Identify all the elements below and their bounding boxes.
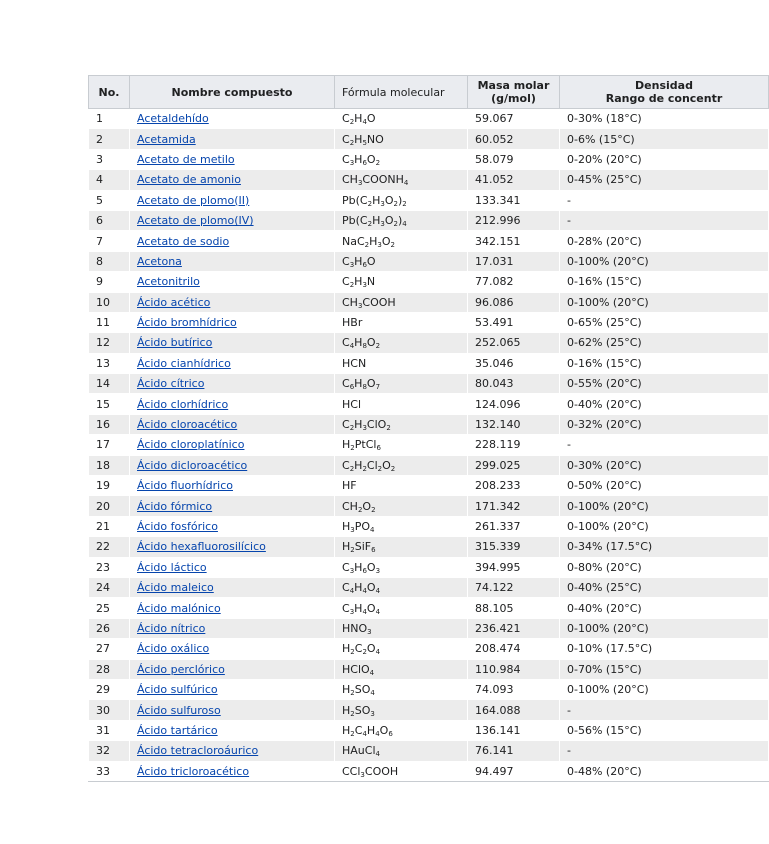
compound-link[interactable]: Acetaldehído bbox=[137, 112, 209, 126]
cell-no: 10 bbox=[89, 292, 130, 312]
cell-name bbox=[130, 639, 335, 659]
cell-density-range: - bbox=[560, 210, 769, 230]
cell-no: 1 bbox=[89, 109, 130, 129]
cell-density-range: 0-48% (20°C) bbox=[560, 761, 769, 781]
cell-formula: $C_3H_4O_4$ bbox=[335, 598, 468, 618]
table-row bbox=[89, 618, 769, 638]
cell-formula: HBr bbox=[335, 312, 468, 332]
cell-name bbox=[130, 374, 335, 394]
cell-density-range: 0-40% (20°C) bbox=[560, 598, 769, 618]
cell-no: 20 bbox=[89, 496, 130, 516]
table-row bbox=[89, 598, 769, 618]
cell-formula: $CH_2O_2$ bbox=[335, 496, 468, 516]
cell-name bbox=[130, 414, 335, 434]
table-row bbox=[89, 333, 769, 353]
cell-density-range: 0-40% (25°C) bbox=[560, 577, 769, 597]
cell-mass: 132.140 bbox=[468, 414, 560, 434]
cell-mass: 208.474 bbox=[468, 639, 560, 659]
cell-mass: 133.341 bbox=[468, 190, 560, 210]
compound-link[interactable]: Ácido sulfuroso bbox=[137, 703, 221, 717]
cell-mass: 212.996 bbox=[468, 210, 560, 230]
table-row bbox=[89, 129, 769, 149]
cell-name bbox=[130, 292, 335, 312]
table-row bbox=[89, 496, 769, 516]
cell-density-range: 0-20% (20°C) bbox=[560, 149, 769, 169]
cell-mass: 80.043 bbox=[468, 374, 560, 394]
table-row bbox=[89, 761, 769, 781]
compound-link[interactable]: Ácido sulfúrico bbox=[137, 683, 218, 697]
cell-name bbox=[130, 251, 335, 271]
cell-name bbox=[130, 272, 335, 292]
compound-link[interactable]: Ácido cianhídrico bbox=[137, 356, 231, 370]
cell-formula: $C_2H_4O$ bbox=[335, 109, 468, 129]
cell-formula: HCN bbox=[335, 353, 468, 373]
cell-mass: 59.067 bbox=[468, 109, 560, 129]
cell-mass: 74.093 bbox=[468, 679, 560, 699]
compound-link[interactable]: Acetato de plomo(II) bbox=[137, 193, 250, 207]
cell-formula: $H_2SiF_6$ bbox=[335, 537, 468, 557]
cell-no: 17 bbox=[89, 435, 130, 455]
cell-name bbox=[130, 190, 335, 210]
cell-mass: 171.342 bbox=[468, 496, 560, 516]
cell-density-range: 0-100% (20°C) bbox=[560, 679, 769, 699]
cell-density-range: - bbox=[560, 435, 769, 455]
header-formula: Fórmula molecular bbox=[335, 76, 468, 109]
compound-link[interactable]: Ácido maleico bbox=[137, 581, 214, 595]
table-row bbox=[89, 292, 769, 312]
cell-density-range: 0-55% (20°C) bbox=[560, 374, 769, 394]
cell-mass: 342.151 bbox=[468, 231, 560, 251]
compound-link[interactable]: Ácido fosfórico bbox=[137, 520, 218, 533]
table-row bbox=[89, 537, 769, 557]
cell-density-range: 0-56% (15°C) bbox=[560, 720, 769, 740]
compound-link[interactable]: Ácido cítrico bbox=[137, 377, 205, 391]
compound-link[interactable]: Ácido fluorhídrico bbox=[137, 479, 233, 493]
table-row bbox=[89, 353, 769, 373]
table-row bbox=[89, 700, 769, 720]
cell-no: 5 bbox=[89, 190, 130, 210]
cell-density-range: 0-16% (15°C) bbox=[560, 272, 769, 292]
cell-no: 11 bbox=[89, 312, 130, 332]
cell-density-range: 0-32% (20°C) bbox=[560, 414, 769, 434]
compound-link[interactable]: Acetato de metilo bbox=[137, 152, 235, 166]
table-row bbox=[89, 577, 769, 597]
compound-link[interactable]: Acetamida bbox=[137, 132, 196, 146]
table-row bbox=[89, 190, 769, 210]
compound-link[interactable]: Acetato de plomo(IV) bbox=[137, 214, 254, 228]
compound-link[interactable]: Ácido dicloroacético bbox=[137, 458, 248, 472]
cell-no: 12 bbox=[89, 333, 130, 353]
compound-link[interactable]: Acetonitrilo bbox=[137, 275, 200, 289]
table-row bbox=[89, 476, 769, 496]
cell-no: 18 bbox=[89, 455, 130, 475]
header-name: Nombre compuesto bbox=[130, 76, 335, 109]
cell-mass: 315.339 bbox=[468, 537, 560, 557]
cell-formula: $C_2H_3ClO_2$ bbox=[335, 414, 468, 434]
cell-density-range: 0-34% (17.5°C) bbox=[560, 537, 769, 557]
cell-density-range: 0-100% (20°C) bbox=[560, 618, 769, 638]
cell-name bbox=[130, 679, 335, 699]
cell-mass: 58.079 bbox=[468, 149, 560, 169]
table-row bbox=[89, 312, 769, 332]
cell-formula: HClO$_4$ bbox=[335, 659, 468, 679]
cell-formula: $CH_3COONH_4$ bbox=[335, 170, 468, 190]
cell-mass: 394.995 bbox=[468, 557, 560, 577]
compound-link[interactable]: Ácido clorhídrico bbox=[137, 397, 229, 411]
cell-formula: $H_2PtCl_6$ bbox=[335, 435, 468, 455]
cell-formula: $Pb(C_2H_3O_2)_4$ bbox=[335, 210, 468, 230]
cell-name bbox=[130, 170, 335, 190]
cell-no: 29 bbox=[89, 679, 130, 699]
compound-link[interactable]: Acetato de amonio bbox=[137, 173, 241, 187]
cell-no: 33 bbox=[89, 761, 130, 781]
cell-mass: 208.233 bbox=[468, 476, 560, 496]
cell-name bbox=[130, 577, 335, 597]
cell-name bbox=[130, 231, 335, 251]
table-row bbox=[89, 374, 769, 394]
cell-mass: 96.086 bbox=[468, 292, 560, 312]
compound-link[interactable]: Ácido tricloroacético bbox=[137, 764, 250, 778]
cell-mass: 60.052 bbox=[468, 129, 560, 149]
table-row bbox=[89, 516, 769, 536]
header-mass-line1: Masa molar bbox=[477, 79, 550, 92]
table-row bbox=[89, 210, 769, 230]
table-row bbox=[89, 720, 769, 740]
cell-density-range: 0-100% (20°C) bbox=[560, 496, 769, 516]
cell-name bbox=[130, 537, 335, 557]
compound-link[interactable]: Ácido hexafluorosilícico bbox=[137, 540, 266, 554]
header-density bbox=[560, 76, 769, 109]
cell-no: 7 bbox=[89, 231, 130, 251]
cell-formula: $C_4H_4O_4$ bbox=[335, 577, 468, 597]
cell-mass: 261.337 bbox=[468, 516, 560, 536]
cell-no: 3 bbox=[89, 149, 130, 169]
cell-name bbox=[130, 741, 335, 761]
cell-formula: $C_2H_2Cl_2O_2$ bbox=[335, 455, 468, 475]
cell-name bbox=[130, 557, 335, 577]
table-row bbox=[89, 414, 769, 434]
cell-mass: 124.096 bbox=[468, 394, 560, 414]
table-row bbox=[89, 170, 769, 190]
table-row bbox=[89, 394, 769, 414]
cell-no: 31 bbox=[89, 720, 130, 740]
cell-no: 27 bbox=[89, 639, 130, 659]
cell-density-range: 0-100% (20°C) bbox=[560, 516, 769, 536]
cell-no: 4 bbox=[89, 170, 130, 190]
compound-link[interactable]: Ácido láctico bbox=[137, 560, 207, 574]
cell-no: 23 bbox=[89, 557, 130, 577]
cell-density-range: 0-30% (20°C) bbox=[560, 455, 769, 475]
cell-mass: 252.065 bbox=[468, 333, 560, 353]
compound-link[interactable]: Acetato de sodio bbox=[137, 234, 230, 248]
cell-name bbox=[130, 333, 335, 353]
cell-no: 2 bbox=[89, 129, 130, 149]
table-body bbox=[89, 109, 769, 782]
cell-density-range: - bbox=[560, 700, 769, 720]
cell-name bbox=[130, 618, 335, 638]
table-row bbox=[89, 679, 769, 699]
compound-link[interactable]: Ácido bromhídrico bbox=[137, 316, 237, 330]
cell-no: 24 bbox=[89, 577, 130, 597]
cell-no: 21 bbox=[89, 516, 130, 536]
cell-density-range: 0-70% (15°C) bbox=[560, 659, 769, 679]
table-row bbox=[89, 639, 769, 659]
compound-link[interactable]: Ácido nítrico bbox=[137, 621, 206, 635]
cell-mass: 228.119 bbox=[468, 435, 560, 455]
compound-link[interactable]: Acetona bbox=[137, 254, 182, 268]
cell-no: 30 bbox=[89, 700, 130, 720]
cell-mass: 53.491 bbox=[468, 312, 560, 332]
cell-density-range: 0-50% (20°C) bbox=[560, 476, 769, 496]
cell-density-range: 0-80% (20°C) bbox=[560, 557, 769, 577]
header-density-line2: Rango de concentr bbox=[605, 92, 723, 105]
cell-formula: $H_2SO_3$ bbox=[335, 700, 468, 720]
cell-no: 32 bbox=[89, 741, 130, 761]
compound-link[interactable]: Ácido fórmico bbox=[137, 499, 213, 513]
table-row bbox=[89, 455, 769, 475]
compound-link[interactable]: Ácido acético bbox=[137, 295, 211, 309]
cell-no: 13 bbox=[89, 353, 130, 373]
cell-name bbox=[130, 394, 335, 414]
header-mass bbox=[468, 76, 560, 109]
cell-name bbox=[130, 129, 335, 149]
cell-formula: $CH_3COOH$ bbox=[335, 292, 468, 312]
compound-link[interactable]: Ácido oxálico bbox=[137, 642, 210, 656]
cell-name bbox=[130, 720, 335, 740]
cell-density-range: 0-65% (25°C) bbox=[560, 312, 769, 332]
table-header-row bbox=[89, 76, 769, 109]
cell-mass: 74.122 bbox=[468, 577, 560, 597]
cell-formula: $H_2C_4H_4O_6$ bbox=[335, 720, 468, 740]
compound-link[interactable]: Ácido malónico bbox=[137, 601, 221, 615]
cell-formula: $C_6H_8O_7$ bbox=[335, 374, 468, 394]
table-row bbox=[89, 272, 769, 292]
cell-name bbox=[130, 659, 335, 679]
cell-density-range: 0-62% (25°C) bbox=[560, 333, 769, 353]
cell-formula: $C_3H_6O_2$ bbox=[335, 149, 468, 169]
cell-density-range: 0-100% (20°C) bbox=[560, 292, 769, 312]
cell-mass: 236.421 bbox=[468, 618, 560, 638]
cell-name bbox=[130, 353, 335, 373]
cell-mass: 88.105 bbox=[468, 598, 560, 618]
cell-density-range: 0-6% (15°C) bbox=[560, 129, 769, 149]
table-row bbox=[89, 251, 769, 271]
cell-mass: 35.046 bbox=[468, 353, 560, 373]
cell-formula: $C_3H_6O$ bbox=[335, 251, 468, 271]
cell-density-range: 0-45% (25°C) bbox=[560, 170, 769, 190]
cell-formula: HCl bbox=[335, 394, 468, 414]
table-row bbox=[89, 231, 769, 251]
cell-formula: $H_2SO_4$ bbox=[335, 679, 468, 699]
compound-link[interactable]: Ácido perclórico bbox=[137, 662, 225, 676]
table-row bbox=[89, 741, 769, 761]
cell-density-range: - bbox=[560, 190, 769, 210]
cell-name bbox=[130, 109, 335, 129]
cell-density-range: 0-100% (20°C) bbox=[560, 251, 769, 271]
table-row bbox=[89, 557, 769, 577]
cell-mass: 136.141 bbox=[468, 720, 560, 740]
cell-density-range: 0-40% (20°C) bbox=[560, 394, 769, 414]
cell-name bbox=[130, 700, 335, 720]
cell-name bbox=[130, 598, 335, 618]
cell-formula: $C_4H_8O_2$ bbox=[335, 333, 468, 353]
cell-name bbox=[130, 476, 335, 496]
cell-name bbox=[130, 496, 335, 516]
cell-no: 25 bbox=[89, 598, 130, 618]
cell-density-range: 0-28% (20°C) bbox=[560, 231, 769, 251]
header-density-line1: Densidad bbox=[635, 79, 693, 92]
compounds-table bbox=[88, 75, 769, 782]
cell-no: 15 bbox=[89, 394, 130, 414]
cell-no: 14 bbox=[89, 374, 130, 394]
cell-name bbox=[130, 312, 335, 332]
cell-formula: HF bbox=[335, 476, 468, 496]
cell-mass: 110.984 bbox=[468, 659, 560, 679]
cell-mass: 94.497 bbox=[468, 761, 560, 781]
cell-mass: 41.052 bbox=[468, 170, 560, 190]
table-row bbox=[89, 435, 769, 455]
cell-no: 9 bbox=[89, 272, 130, 292]
cell-no: 28 bbox=[89, 659, 130, 679]
cell-formula: $H_2C_2O_4$ bbox=[335, 639, 468, 659]
cell-mass: 299.025 bbox=[468, 455, 560, 475]
cell-no: 22 bbox=[89, 537, 130, 557]
cell-formula: $C_3H_6O_3$ bbox=[335, 557, 468, 577]
cell-density-range: 0-10% (17.5°C) bbox=[560, 639, 769, 659]
table-row bbox=[89, 109, 769, 129]
cell-name bbox=[130, 435, 335, 455]
cell-name bbox=[130, 210, 335, 230]
cell-mass: 76.141 bbox=[468, 741, 560, 761]
cell-mass: 17.031 bbox=[468, 251, 560, 271]
cell-no: 6 bbox=[89, 210, 130, 230]
cell-name bbox=[130, 761, 335, 781]
cell-formula: $C_2H_5NO$ bbox=[335, 129, 468, 149]
cell-name bbox=[130, 455, 335, 475]
compound-link[interactable]: Ácido cloroplatínico bbox=[137, 438, 245, 452]
table-row bbox=[89, 149, 769, 169]
cell-formula: $Pb(C_2H_3O_2)_2$ bbox=[335, 190, 468, 210]
cell-name bbox=[130, 149, 335, 169]
cell-no: 16 bbox=[89, 414, 130, 434]
cell-no: 8 bbox=[89, 251, 130, 271]
header-no: No. bbox=[89, 76, 130, 109]
header-mass-line2: (g/mol) bbox=[491, 92, 536, 105]
cell-formula: HAuCl$_4$ bbox=[335, 741, 468, 761]
cell-name bbox=[130, 516, 335, 536]
cell-density-range: 0-30% (18°C) bbox=[560, 109, 769, 129]
cell-formula: $C_2H_3N$ bbox=[335, 272, 468, 292]
compounds-table-wrapper bbox=[88, 75, 723, 782]
cell-formula: $NaC_2H_3O_2$ bbox=[335, 231, 468, 251]
cell-density-range: - bbox=[560, 741, 769, 761]
compound-link[interactable]: Ácido cloroacético bbox=[137, 418, 238, 432]
cell-no: 26 bbox=[89, 618, 130, 638]
compound-link[interactable]: Ácido tartárico bbox=[137, 723, 218, 737]
cell-mass: 77.082 bbox=[468, 272, 560, 292]
table-row bbox=[89, 659, 769, 679]
cell-mass: 164.088 bbox=[468, 700, 560, 720]
cell-no: 19 bbox=[89, 476, 130, 496]
compound-link[interactable]: Ácido butírico bbox=[137, 336, 213, 350]
cell-formula: $H_3PO_4$ bbox=[335, 516, 468, 536]
cell-formula: $HNO_3$ bbox=[335, 618, 468, 638]
compound-link[interactable]: Ácido tetracloroáurico bbox=[137, 744, 259, 758]
cell-formula: CCl$_3$COOH bbox=[335, 761, 468, 781]
cell-density-range: 0-16% (15°C) bbox=[560, 353, 769, 373]
